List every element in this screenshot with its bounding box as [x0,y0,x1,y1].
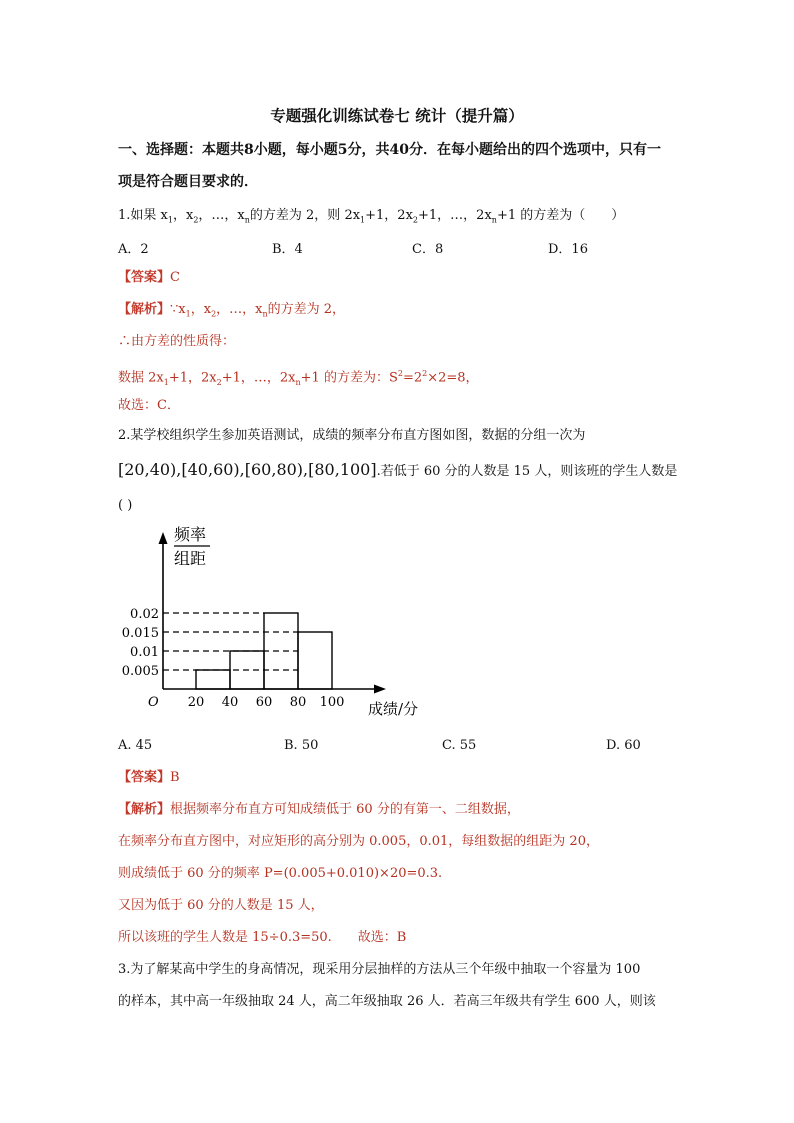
q2-stem-line2: [20,40),[40,60),[60,80),[80,100].若低于 60 分的人数是 15 人，则该班的学生人数是 [118,460,678,479]
q2-analysis-line3: 则成绩低于 60 分的频率 P=(0.005+0.010)×20=0.3. [118,866,443,881]
frequency-histogram [121,520,440,720]
y-axis-label-top: 频率 [174,525,207,544]
origin-label: O [148,695,159,710]
histogram-bar-2 [264,613,298,689]
page-title: 专题强化训练试卷七 统计（提升篇） [270,106,524,125]
q1-option-d: D．16 [548,242,588,257]
q3-stem-line1: 3.为了解某高中学生的身高情况，现采用分层抽样的方法从三个年级中抽取一个容量为 100 [118,962,641,977]
histogram-bar-3 [298,632,332,689]
y-axis-label-bottom: 组距 [174,549,207,568]
q1-conclusion: 故选：C． [118,398,180,413]
q1-stem: 1.如果 $x_1$，$x_2$，…，$x_n$的方差为 2，则 $2x_1+1$，$2x_2+1$，…，$2x_n+1$ 的方差为（ ） [118,208,625,225]
q2-option-c: C. 55 [442,738,477,753]
section-heading-line2: 项是符合题目要求的． [118,174,258,190]
q2-option-a: A. 45 [118,738,153,753]
q1-option-a: A．2 [118,242,149,257]
q1-analysis-step3: 数据 $2x_1+1$，$2x_2+1$，…，$2x_n+1$ 的方差为：$S^2=2^2\times 2=8$， [118,369,479,387]
q2-analysis-line4: 又因为低于 60 分的人数是 15 人， [118,898,324,913]
y-axis-arrow [159,532,168,544]
q2-stem-line3: ( ) [118,498,133,513]
q2-stem-line1: 2.某学校组织学生参加英语测试，成绩的频率分布直方图如图，数据的分组一次为 [118,428,586,443]
x-axis-arrow [374,685,386,694]
q3-stem-line2: 的样本，其中高一年级抽取 24 人，高二年级抽取 26 人．若高三年级共有学生 600 人，则该 [118,994,656,1009]
q2-option-b: B. 50 [284,738,319,753]
y-tick-label-2: 0.01 [130,645,159,660]
q2-option-d: D. 60 [606,738,641,753]
x-tick-label-1: 40 [221,695,239,710]
q2-analysis-line5: 所以该班的学生人数是 15÷0.3=50. 故选：B [118,930,407,945]
histogram-bar-0 [196,670,230,689]
q1-option-c: C．8 [412,242,444,257]
q1-analysis-step2: ∴由方差的性质得： [118,334,236,349]
x-tick-label-2: 60 [255,695,273,710]
x-tick-label-3: 80 [289,695,307,710]
y-tick-label-0: 0.02 [130,607,159,622]
x-tick-label-4: 100 [319,695,345,710]
q1-analysis: 【解析】$\because x_1$，$x_2$，…，$x_n$的方差为 2， [118,302,346,319]
q1-option-b: B．4 [272,242,303,257]
x-axis-label: 成绩/分 [368,700,419,718]
q1-answer: 【答案】C [118,270,180,285]
y-tick-label-1: 0.015 [121,626,159,641]
q2-answer: 【答案】B [118,770,180,785]
section-heading-line1: 一、选择题：本题共8小题，每小题5分，共40分．在每小题给出的四个选项中，只有一 [118,142,661,158]
q2-analysis-line1: 【解析】根据频率分布直方可知成绩低于 60 分的有第一、二组数据， [118,802,520,817]
x-tick-label-0: 20 [187,695,205,710]
y-tick-label-3: 0.005 [121,664,159,679]
q2-analysis-line2: 在频率分布直方图中，对应矩形的高分别为 0.005，0.01，每组数据的组距为 20， [118,834,599,849]
